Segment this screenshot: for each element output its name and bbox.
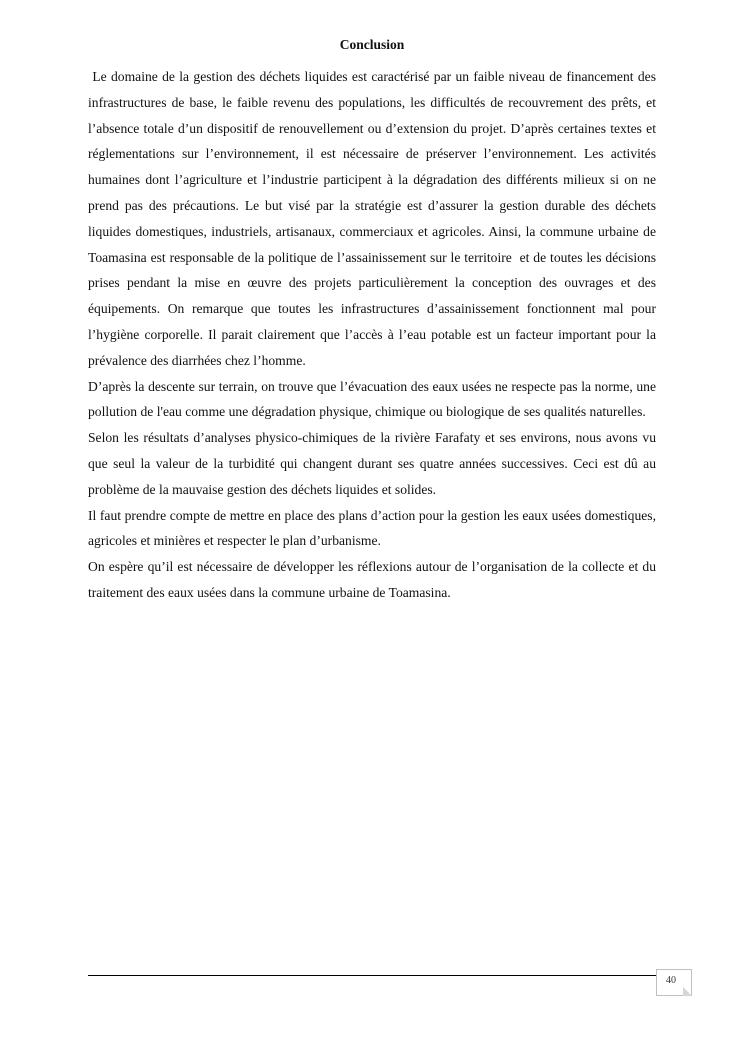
page-number: 40 (666, 975, 676, 986)
paragraph: Selon les résultats d’analyses physico-chimiques de la rivière Farafaty et ses environs, nous avons vu que seul la valeur de la turbidité qui changent durant ses quatre années successives. Ceci est dû au problème de la mauvaise gestion des déchets liquides et solides. (88, 430, 656, 497)
paragraph: Il faut prendre compte de mettre en place des plans d’action pour la gestion les eaux usées domestiques, agricoles et minières et respecter le plan d’urbanisme. (88, 507, 656, 549)
paragraph: D’après la descente sur terrain, on trouve que l’évacuation des eaux usées ne respecte pas la norme, une pollution de l'eau comme une dégradation physique, chimique ou biologique de ses qualités naturelles. (88, 378, 656, 420)
paragraph: Le domaine de la gestion des déchets liquides est caractérisé par un faible niveau de financement des infrastructures de base, le faible revenu des populations, les difficultés de recouvrement des prêts, et l’absence totale d’un dispositif de renouvellement ou d’extension du projet. D’après certaines textes et réglementations sur l’environnement, il est nécessaire de préserver l’environnement. Les activités humaines dont l’agriculture et l’industrie participent à la dégradation des différents milieux si on ne prend pas des précautions. Le but visé par la stratégie est d’assurer la gestion durable des déchets liquides domestiques, industriels, artisanaux, commerciaux et agricoles. Ainsi, la commune urbaine de Toamasina est responsable de la politique de l’assainissement sur le territoire et de toutes les décisions prises pendant la mise en œuvre des projets particulièrement la conception des ouvrages et des équipements. On remarque que toutes les infrastructures d’assainissement fonctionnent mal pour l’hygiène corporelle. Il parait clairement que l’accès à l’eau potable est un facteur important pour la prévalence des diarrhées chez l’homme. (88, 69, 660, 368)
paragraph: On espère qu’il est nécessaire de développer les réflexions autour de l’organisation de la collecte et du traitement des eaux usées dans la commune urbaine de Toamasina. (88, 559, 656, 600)
page-number-box (656, 969, 692, 996)
page-curl-icon (683, 987, 692, 996)
footer-divider (88, 975, 656, 976)
conclusion-body (88, 64, 660, 606)
page-title: Conclusion (339, 37, 405, 52)
